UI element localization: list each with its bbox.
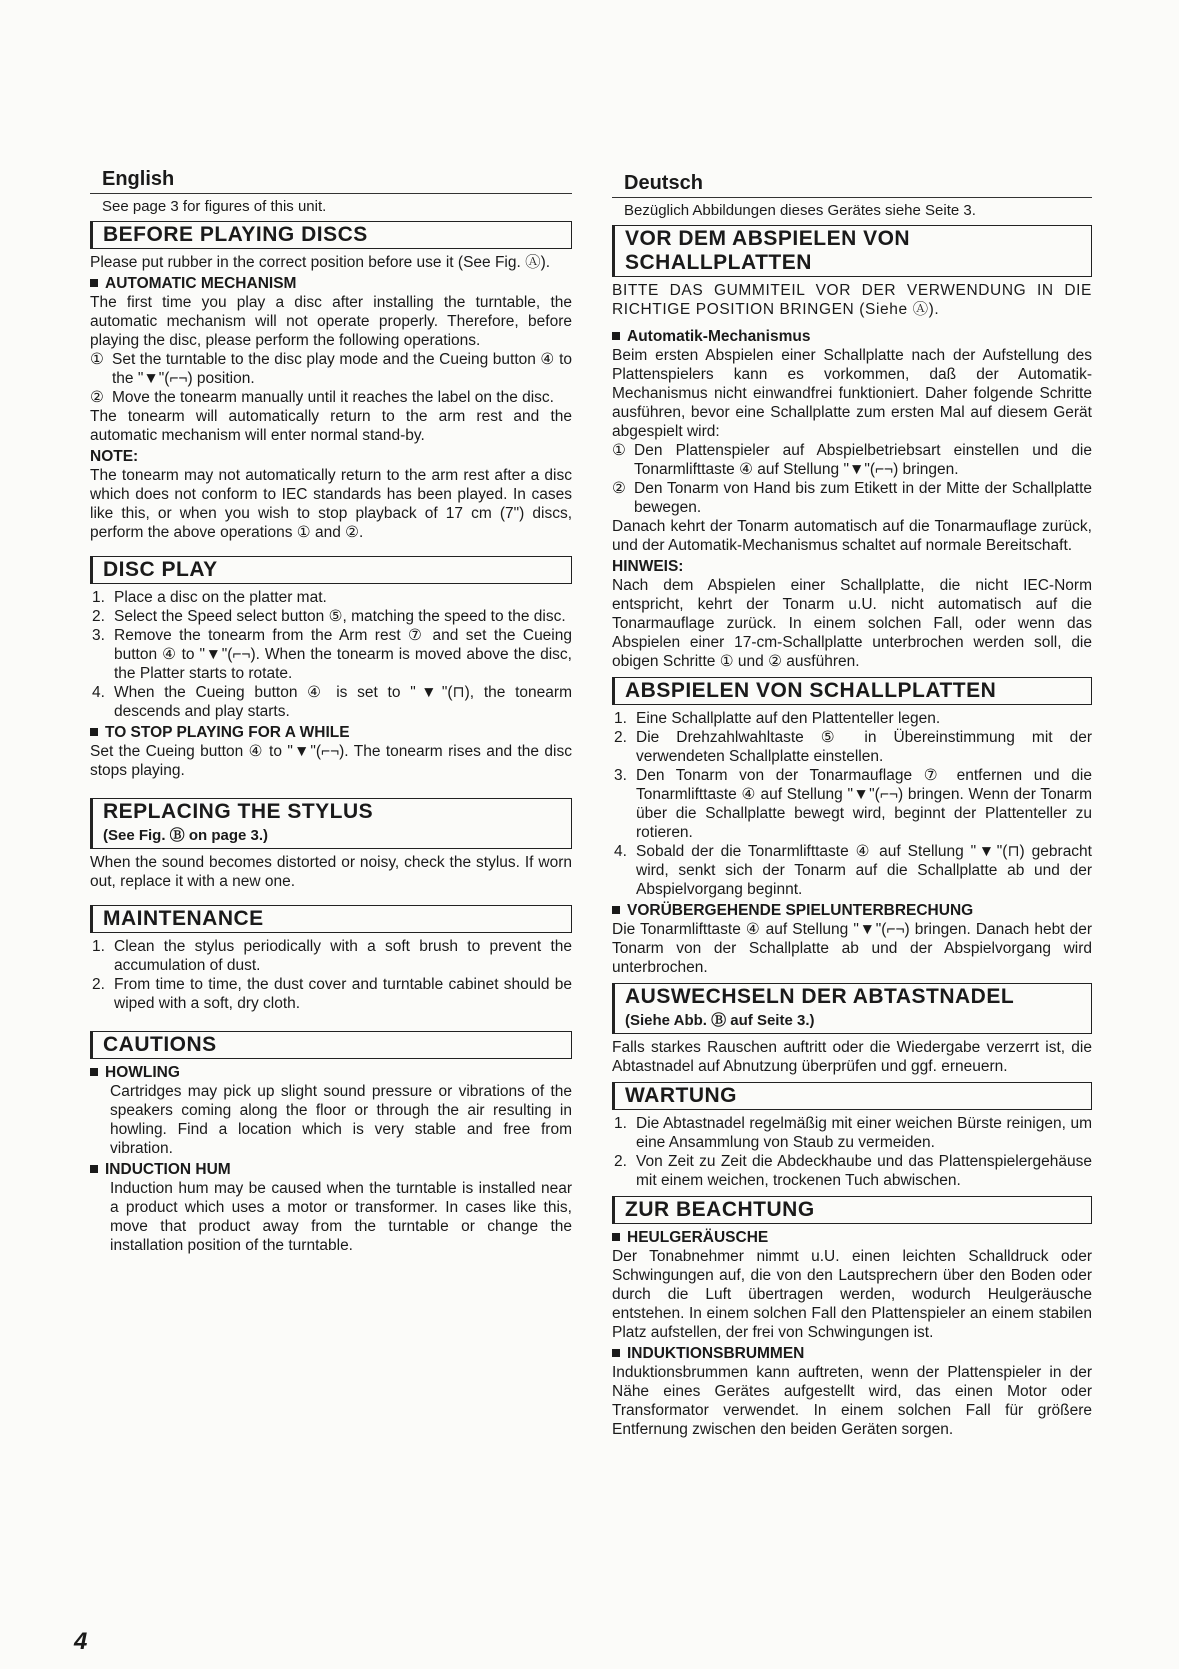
sub-heading-howling: HEULGERÄUSCHE bbox=[612, 1228, 1092, 1247]
stop-text: Die Tonarmlifttaste ④ auf Stellung "▼"(⌐¬) bringen. Danach hebt der Tonarm von der Schallplatte ab und der Abspielvorgang wird unterbrochen. bbox=[612, 921, 1092, 976]
section-title-disc-play: DISC PLAY bbox=[90, 556, 572, 584]
list-item: 1. Die Abtastnadel regelmäßig mit einer weichen Bürste reinigen, um eine Ansammlung von Staub zu vermeiden. bbox=[614, 1115, 1092, 1151]
deutsch-column bbox=[612, 172, 1092, 1439]
note-heading: NOTE: bbox=[90, 448, 139, 465]
square-bullet-icon bbox=[90, 279, 98, 287]
note-text: Nach dem Abspielen einer Schallplatte, die nicht IEC-Norm entspricht, kehrt der Tonarm u.U. nicht automatisch auf die Tonarmauflage zurück. In einem solchen Fall, oder wenn das Abspielen einer 17-cm-Schallplatte unterbrochen werden soll, die obigen Schritte ① und ② ausführen. bbox=[612, 577, 1092, 670]
section-title-cautions: CAUTIONS bbox=[90, 1031, 572, 1059]
square-bullet-icon bbox=[90, 1068, 98, 1076]
list-item: 2. Die Drehzahlwahltaste ⑤ in Übereinstimmung mit der verwendeten Schallplatte einstellen. bbox=[614, 729, 1092, 765]
note-text: The tonearm may not automatically return to the arm rest after a disc which does not conform to IEC standards has been played. In cases like this, or when you wish to stop playback of 17 cm (7") discs, perform the above operations ① and ②. bbox=[90, 467, 572, 541]
page-number: 4 bbox=[74, 1628, 88, 1655]
after-steps-text: Danach kehrt der Tonarm automatisch auf die Tonarmauflage zurück, und der Automatik-Mechanismus schaltet auf normale Bereitschaft. bbox=[612, 518, 1092, 554]
sub-heading-hum: INDUKTIONSBRUMMEN bbox=[612, 1344, 1092, 1363]
section-title-before-playing: VOR DEM ABSPIELEN VON SCHALLPLATTEN bbox=[612, 225, 1092, 277]
list-item: 3. Remove the tonearm from the Arm rest ⑦ and set the Cueing button ④ to "▼"(⌐¬). When the tonearm is moved above the disc, the Platter starts to rotate. bbox=[92, 627, 572, 682]
list-item: 2. Von Zeit zu Zeit die Abdeckhaube und das Plattenspielergehäuse mit einem weichen, trockenen Tuch abwischen. bbox=[614, 1153, 1092, 1189]
square-bullet-icon bbox=[612, 1233, 620, 1241]
square-bullet-icon bbox=[90, 728, 98, 736]
hum-text: Induktionsbrummen kann auftreten, wenn der Plattenspieler in der Nähe eines Gerätes aufgestellt wird, das einen Motor oder Transformator verwendet. In einem solchen Fall für größere Entfernung zwischen den beiden Geräten sorgen. bbox=[612, 1364, 1092, 1438]
section-title-stylus: REPLACING THE STYLUS (See Fig. Ⓑ on page 3.) bbox=[90, 798, 572, 849]
howling-text: Der Tonabnehmer nimmt u.U. einen leichten Schalldruck oder Schwingungen auf, die von den Lautsprechern über den Boden oder durch die Luft übertragen werden, wodurch Heulgeräusche entstehen. In einem solchen Fall den Plattenspieler an einem stabilen Platz aufstellen, der frei von Schwingungen ist. bbox=[612, 1248, 1092, 1341]
language-heading: Deutsch bbox=[612, 172, 1092, 198]
section-title-maintenance: MAINTENANCE bbox=[90, 905, 572, 933]
section-title-maintenance: WARTUNG bbox=[612, 1082, 1092, 1110]
howling-text: Cartridges may pick up slight sound pressure or vibrations of the speakers coming along the floor or through the air resulting in howling. Find a location which is very stable and free from vibration. bbox=[110, 1083, 572, 1157]
list-item: 2. Select the Speed select button ⑤, matching the speed to the disc. bbox=[92, 608, 566, 625]
section-subtitle: (Siehe Abb. Ⓑ auf Seite 3.) bbox=[625, 1012, 815, 1029]
section-title-disc-play: ABSPIELEN VON SCHALLPLATTEN bbox=[612, 677, 1092, 705]
list-item: 4. When the Cueing button ④ is set to "▼"(⊓), the tonearm descends and play starts. bbox=[92, 684, 572, 720]
note-heading: HINWEIS: bbox=[612, 558, 684, 575]
see-page-note: See page 3 for figures of this unit. bbox=[102, 198, 327, 215]
language-heading: English bbox=[90, 168, 572, 194]
list-item: 3. Den Tonarm von der Tonarmauflage ⑦ entfernen und die Tonarmlifttaste ④ auf Stellung "▼"(⌐¬) bringen. Wenn der Tonarm über die Schallplatte bewegt wird, beginnt der Plattenteller zu rotieren. bbox=[614, 767, 1092, 841]
sub-heading-howling: HOWLING bbox=[90, 1063, 572, 1082]
automatic-text: The first time you play a disc after installing the turntable, the automatic mechanism will not operate properly. Therefore, before playing the disc, please perform the following operations. bbox=[90, 294, 572, 349]
intro-text: Please put rubber in the correct position before use it (See Fig. Ⓐ). bbox=[90, 254, 551, 271]
sub-heading-hum: INDUCTION HUM bbox=[90, 1160, 572, 1179]
after-steps-text: The tonearm will automatically return to the arm rest and the automatic mechanism will enter normal stand-by. bbox=[90, 408, 572, 444]
sub-heading-stop: VORÜBERGEHENDE SPIELUNTERBRECHUNG bbox=[612, 901, 1092, 920]
sub-heading-automatic: AUTOMATIC MECHANISM bbox=[90, 274, 572, 293]
section-subtitle: (See Fig. Ⓑ on page 3.) bbox=[103, 827, 269, 844]
section-title-stylus: AUSWECHSELN DER ABTASTNADEL (Siehe Abb. Ⓑ auf Seite 3.) bbox=[612, 983, 1092, 1034]
intro-text: BITTE DAS GUMMITEIL VOR DER VERWENDUNG IN DIE RICHTIGE POSITION BRINGEN (Siehe Ⓐ). bbox=[612, 282, 1092, 318]
square-bullet-icon bbox=[612, 332, 620, 340]
step-1: ① Den Plattenspieler auf Abspielbetriebsart einstellen und die Tonarmlifttaste ④ auf Stellung "▼"(⌐¬) bringen. bbox=[612, 442, 1092, 478]
square-bullet-icon bbox=[90, 1165, 98, 1173]
english-column bbox=[90, 168, 572, 1255]
automatic-text: Beim ersten Abspielen einer Schallplatte nach der Aufstellung des Plattenspielers kann es vorkommen, daß der Automatik-Mechanismus nicht einwandfrei funktioniert. Daher folgende Schritte ausführen, bevor eine Schallplatte zum ersten Mal auf diesem Gerät abgespielt wird: bbox=[612, 347, 1092, 440]
square-bullet-icon bbox=[612, 906, 620, 914]
sub-heading-automatic: Automatik-Mechanismus bbox=[612, 327, 1092, 346]
stylus-text: When the sound becomes distorted or noisy, check the stylus. If worn out, replace it with a new one. bbox=[90, 854, 572, 890]
section-title-cautions: ZUR BEACHTUNG bbox=[612, 1196, 1092, 1224]
hum-text: Induction hum may be caused when the turntable is installed near a product which uses a motor or transformer. In cases like this, move that product away from the turntable or change the installation position of the turntable. bbox=[110, 1180, 572, 1254]
see-page-note: Bezüglich Abbildungen dieses Gerätes siehe Seite 3. bbox=[624, 202, 976, 219]
stylus-text: Falls starkes Rauschen auftritt oder die Wiedergabe verzerrt ist, die Abtastnadel auf Abnutzung überprüfen und ggf. erneuern. bbox=[612, 1039, 1092, 1075]
list-item: 1. Place a disc on the platter mat. bbox=[92, 589, 327, 606]
list-item: 1. Eine Schallplatte auf den Plattenteller legen. bbox=[614, 710, 941, 727]
list-item: 2. From time to time, the dust cover and turntable cabinet should be wiped with a soft, dry cloth. bbox=[92, 976, 572, 1012]
square-bullet-icon bbox=[612, 1349, 620, 1357]
step-2: ② Move the tonearm manually until it reaches the label on the disc. bbox=[90, 389, 554, 406]
step-1: ① Set the turntable to the disc play mode and the Cueing button ④ to the "▼"(⌐¬) position. bbox=[90, 351, 572, 387]
list-item: 1. Clean the stylus periodically with a soft brush to prevent the accumulation of dust. bbox=[92, 938, 572, 974]
sub-heading-stop: TO STOP PLAYING FOR A WHILE bbox=[90, 723, 572, 742]
stop-text: Set the Cueing button ④ to "▼"(⌐¬). The tonearm rises and the disc stops playing. bbox=[90, 743, 572, 779]
section-title-before-playing: BEFORE PLAYING DISCS bbox=[90, 221, 572, 249]
step-2: ② Den Tonarm von Hand bis zum Etikett in der Mitte der Schallplatte bewegen. bbox=[612, 480, 1092, 516]
list-item: 4. Sobald der die Tonarmlifttaste ④ auf Stellung "▼"(⊓) gebracht wird, senkt sich der Tonarm auf die Schallplatte ab und der Abspielvorgang beginnt. bbox=[614, 843, 1092, 898]
